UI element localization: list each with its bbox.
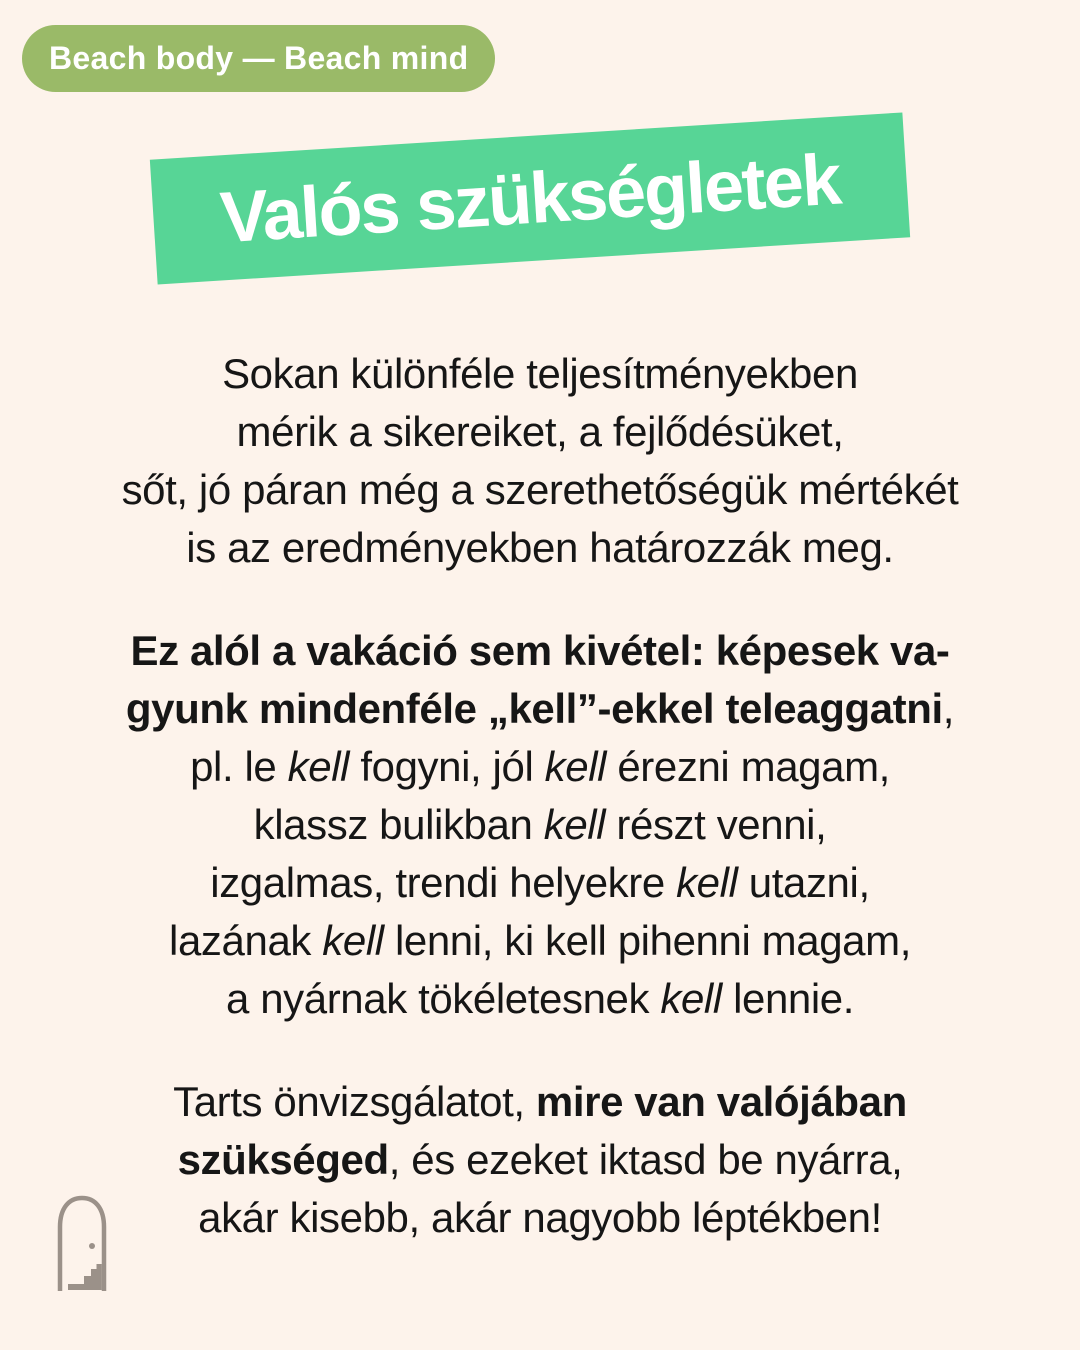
text-segment: lazának (169, 917, 323, 964)
text-line (0, 970, 1080, 1028)
page-title: Valós szükségletek (217, 139, 843, 258)
text-segment: utazni, (737, 859, 870, 906)
text-segment: izgalmas, trendi helyekre (210, 859, 677, 906)
text-segment: Sokan különféle teljesítményekben (222, 350, 858, 397)
text-segment: , (942, 685, 955, 732)
paragraph-1 (0, 345, 1080, 577)
text-line (0, 738, 1080, 796)
text-segment: pl. le (190, 743, 288, 790)
text-segment: , és ezeket iktasd be nyárra, (388, 1136, 903, 1183)
text-segment: akár kisebb, akár nagyobb léptékben! (198, 1194, 882, 1241)
text-segment: mérik a sikereiket, a fejlődésüket, (236, 408, 844, 455)
text-line (0, 1073, 1080, 1131)
text-line (0, 680, 1080, 738)
text-line (0, 345, 1080, 403)
title-banner (150, 112, 910, 284)
text-segment: mire van valójában (535, 1078, 907, 1125)
text-segment: is az eredményekben határozzák meg. (186, 524, 894, 571)
brand-badge (22, 25, 495, 92)
text-segment: kell (322, 917, 384, 964)
text-segment: gyunk mindenféle „kell”-ekkel teleaggatni (125, 685, 943, 732)
text-segment: kell (543, 801, 606, 848)
brand-badge-label: Beach body — Beach mind (49, 40, 469, 76)
paragraph-3 (0, 1073, 1080, 1247)
text-segment: a nyárnak tökéletesnek (225, 975, 661, 1022)
text-line (0, 854, 1080, 912)
text-line (0, 912, 1080, 970)
text-segment: Tarts önvizsgálatot, (173, 1078, 536, 1125)
text-segment: fogyni, jól (349, 743, 545, 790)
text-segment: kell (287, 743, 350, 790)
text-line (0, 796, 1080, 854)
text-line (0, 622, 1080, 680)
text-line (0, 1189, 1080, 1247)
text-segment: lennie. (721, 975, 855, 1022)
text-line (0, 461, 1080, 519)
text-segment: kell (676, 859, 738, 906)
text-segment: Ez alól a vakáció sem kivétel: képesek va- (130, 627, 950, 674)
text-segment: részt venni, (605, 801, 827, 848)
text-segment: sőt, jó páran még a szerethetőségük mértékét (121, 466, 959, 513)
text-segment: kell (544, 743, 607, 790)
text-segment: lenni, ki kell pihenni magam, (383, 917, 911, 964)
paragraph-2 (0, 622, 1080, 1028)
text-line (0, 1131, 1080, 1189)
text-segment: kell (660, 975, 722, 1022)
door-with-steps-icon (56, 1194, 108, 1294)
text-segment: érezni magam, (606, 743, 890, 790)
text-line (0, 403, 1080, 461)
text-segment: klassz bulikban (253, 801, 544, 848)
text-line (0, 519, 1080, 577)
body-text (0, 345, 1080, 1292)
text-segment: szükséged (177, 1136, 389, 1183)
